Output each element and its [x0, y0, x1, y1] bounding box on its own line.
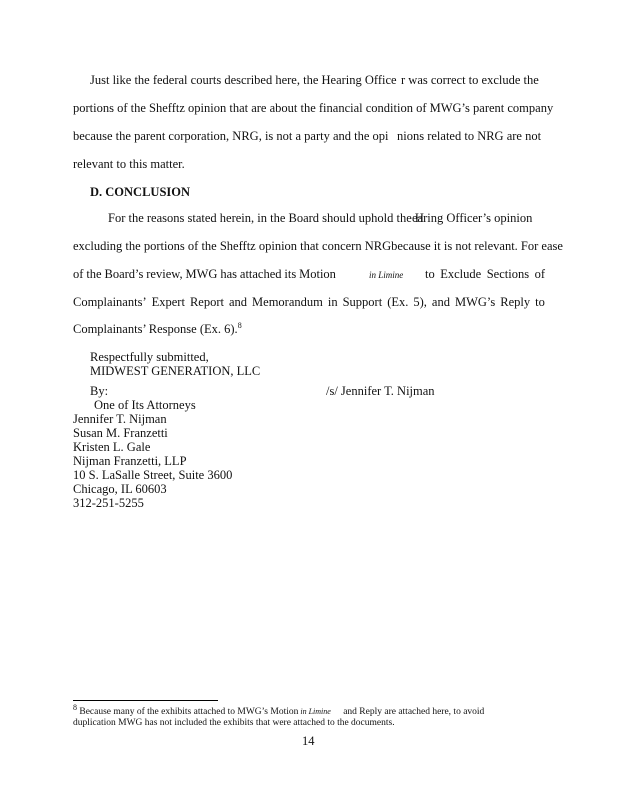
word: Exclude — [440, 267, 482, 281]
footnote-line2: duplication MWG has not included the exhibits that were attached to the documents. — [73, 718, 395, 728]
word: has — [220, 267, 237, 281]
firm-name: Nijman Franzetti, LLP — [73, 454, 187, 468]
para2-line3-start — [73, 267, 336, 281]
word: to — [425, 267, 435, 281]
word: 5), — [413, 295, 427, 309]
section-heading: D. CONCLUSION — [90, 185, 191, 199]
para1-line1-end: r was correct to exclude the — [401, 73, 539, 87]
word: to — [535, 295, 545, 309]
word: Sections — [486, 267, 530, 281]
footnote-text-a: Because many of the exhibits attached to MWG’s Motion — [79, 707, 299, 717]
para2-line1-end: earing Officer’s opinion — [412, 211, 533, 225]
para2-line4 — [73, 295, 545, 309]
para1-line1: Just like the federal courts described here, the Hearing Office — [90, 73, 397, 87]
word: Report — [189, 295, 224, 309]
para2-line2: excluding the portions of the Shefftz opinion that concern NRGbecause it is not relevant. For ease — [73, 239, 563, 253]
page-number: 14 — [302, 734, 315, 748]
by-label: By: — [90, 384, 109, 398]
word: Board’s — [104, 267, 144, 281]
para2-line3-end — [425, 267, 545, 281]
word: in — [327, 295, 338, 309]
word: Motion — [299, 267, 336, 281]
electronic-signature: /s/ Jennifer T. Nijman — [326, 384, 435, 398]
phone-number: 312-251-5255 — [73, 496, 144, 510]
footnote-text-b: and Reply are attached here, to avoid — [343, 707, 485, 717]
para1-line3-end: nions related to NRG are not — [397, 129, 542, 143]
word: the — [86, 267, 102, 281]
footnote-divider — [73, 700, 218, 701]
word: its — [284, 267, 297, 281]
para2-line1: For the reasons stated herein, in the Board should uphold the H — [108, 211, 424, 225]
para1-line4: relevant to this matter. — [73, 157, 185, 171]
word: review, — [146, 267, 183, 281]
word: and — [228, 295, 248, 309]
para1-line2: portions of the Shefftz opinion that are about the financial condition of MWG’s parent company — [73, 101, 554, 115]
address-line2: Chicago, IL 60603 — [73, 482, 167, 496]
attorney-name: Susan M. Franzetti — [73, 426, 168, 440]
footnote-number: 8 — [73, 702, 77, 712]
word: attached — [239, 267, 282, 281]
para2-line5-text: Complainants’ Response (Ex. 6). — [73, 322, 238, 336]
word: MWG’s — [454, 295, 496, 309]
company-name: MIDWEST GENERATION, LLC — [90, 364, 261, 378]
footnote-italic: in Limine — [300, 707, 331, 716]
para2-line5 — [73, 322, 242, 336]
word: Expert — [151, 295, 185, 309]
word: (Ex. — [387, 295, 409, 309]
closing: Respectfully submitted, — [90, 350, 209, 364]
word: and — [431, 295, 450, 309]
para1-line3: because the parent corporation, NRG, is not a party and the opi — [73, 129, 389, 143]
attorney-role: One of Its Attorneys — [94, 398, 196, 412]
footnote-ref: 8 — [237, 320, 242, 330]
word: Reply — [500, 295, 531, 309]
attorney-name: Kristen L. Gale — [73, 440, 151, 454]
attorney-name: Jennifer T. Nijman — [73, 412, 167, 426]
word: Support — [342, 295, 383, 309]
italic-in-limine: in Limine — [369, 270, 404, 280]
footnote-line1 — [73, 702, 485, 718]
word: Complainants’ — [73, 295, 147, 309]
word: MWG — [185, 267, 218, 281]
address-line1: 10 S. LaSalle Street, Suite 3600 — [73, 468, 233, 482]
word: Memorandum — [252, 295, 323, 309]
word: of — [534, 267, 545, 281]
word: of — [73, 267, 84, 281]
